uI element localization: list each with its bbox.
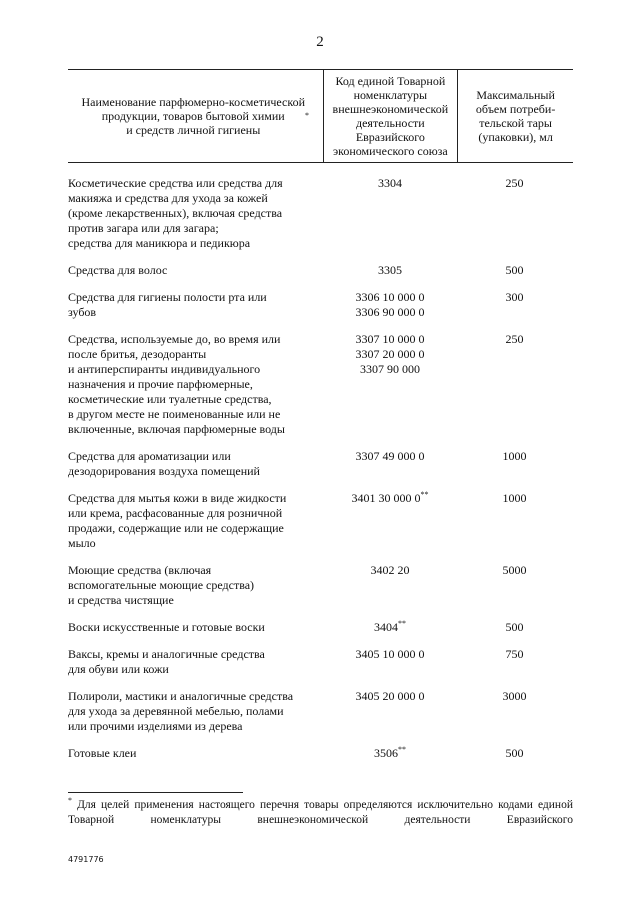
products-table-header (68, 69, 573, 163)
row-code-value: 3401 30 000 0 (351, 491, 421, 505)
row-tnved-code (323, 746, 457, 761)
row-product-name: Косметические средства или средства для макияжа и средства для ухода за кожей (кроме лекарственных), включая средства против загара или для загара; средства для маникюра и педикюра (68, 176, 283, 250)
row-tnved-code (323, 620, 457, 635)
table-row (68, 290, 573, 320)
table-row (68, 563, 573, 608)
table-header-row (68, 70, 573, 163)
row-product-name: Средства для волос (68, 263, 168, 277)
row-code-value: 3304 (378, 176, 402, 190)
table-row (68, 620, 573, 635)
row-product-name: Готовые клеи (68, 746, 137, 760)
table-row (68, 689, 573, 734)
document-number: 4791776 (68, 855, 104, 864)
row-product-name: Средства, используемые до, во время или после бритья, дезодоранты и антиперспиранты индивидуального назначения и прочие парфюмерные, косметические или туалетные средства, в другом месте не поименованные или не включенные, включая парфюмерные воды (68, 332, 285, 436)
row-tnved-code (323, 176, 457, 251)
table-row (68, 332, 573, 437)
row-code-footnote-mark: ** (420, 490, 429, 499)
row-max-volume: 500 (505, 746, 524, 760)
row-product-name: Воски искусственные и готовые воски (68, 620, 265, 634)
footnote (68, 798, 573, 828)
row-tnved-code (323, 263, 457, 278)
row-tnved-code (323, 290, 457, 320)
row-max-volume: 750 (505, 647, 524, 661)
row-code-footnote-mark: ** (398, 619, 406, 628)
row-tnved-code (323, 449, 457, 479)
row-tnved-code (323, 647, 457, 677)
footnote-divider (68, 792, 243, 793)
row-max-volume: 3000 (502, 689, 527, 703)
table-row (68, 263, 573, 278)
row-product-name: Средства для ароматизации или дезодорирования воздуха помещений (68, 449, 260, 478)
row-max-volume: 300 (505, 290, 524, 304)
header-product-name (68, 70, 323, 162)
row-code-value: 3307 10 000 0 3307 20 000 0 3307 90 000 (355, 332, 425, 376)
row-code-footnote-mark: ** (398, 745, 406, 754)
row-max-volume: 500 (505, 263, 524, 277)
footnote-mark: * (68, 796, 72, 806)
table-row (68, 176, 573, 251)
row-code-value: 3307 49 000 0 (355, 449, 425, 463)
row-tnved-code (323, 332, 457, 437)
table-body (68, 176, 573, 773)
header-product-name-text: Наименование парфюмерно-косметической продукции, товаров бытовой химии и средств личной гигиены (81, 95, 305, 137)
row-code-value: 3404 (374, 620, 398, 634)
row-max-volume: 250 (505, 332, 524, 346)
row-tnved-code (323, 689, 457, 734)
row-max-volume: 1000 (502, 491, 527, 505)
footnote-text: Для целей применения настоящего перечня товары определяются исключительно кодами единой Товарной номенклатуры внешнеэкономической деятельности Евразийского (68, 799, 573, 826)
table-row (68, 746, 573, 761)
row-max-volume: 1000 (502, 449, 527, 463)
header-footnote-mark: * (305, 111, 309, 120)
row-product-name: Полироли, мастики и аналогичные средства для ухода за деревянной мебелью, полами или прочими изделиями из дерева (68, 689, 294, 733)
row-tnved-code (323, 563, 457, 608)
row-code-value: 3306 10 000 0 3306 90 000 0 (355, 290, 425, 319)
row-tnved-code (323, 491, 457, 551)
row-code-value: 3405 20 000 0 (355, 689, 425, 703)
row-code-value: 3305 (378, 263, 402, 277)
page-number: 2 (316, 34, 324, 50)
row-product-name: Средства для мытья кожи в виде жидкости или крема, расфасованные для розничной продажи, содержащие или не содержащие мыло (68, 491, 287, 550)
table-row (68, 647, 573, 677)
row-code-value: 3506 (374, 746, 398, 760)
row-code-value: 3402 20 (370, 563, 410, 577)
row-product-name: Ваксы, кремы и аналогичные средства для обуви или кожи (68, 647, 265, 676)
row-product-name: Моющие средства (включая вспомогательные моющие средства) и средства чистящие (68, 563, 255, 607)
table-row (68, 449, 573, 479)
row-code-value: 3405 10 000 0 (355, 647, 425, 661)
row-max-volume: 250 (505, 176, 524, 190)
row-max-volume: 500 (505, 620, 524, 634)
table-row (68, 491, 573, 551)
header-max-volume: Максимальный объем потреби- тельской тары (упаковки), мл (475, 88, 556, 144)
row-product-name: Средства для гигиены полости рта или зубов (68, 290, 267, 319)
header-tnved-code: Код единой Товарной номенклатуры внешнеэкономической деятельности Евразийского экономического союза (323, 70, 459, 162)
row-max-volume: 5000 (502, 563, 527, 577)
